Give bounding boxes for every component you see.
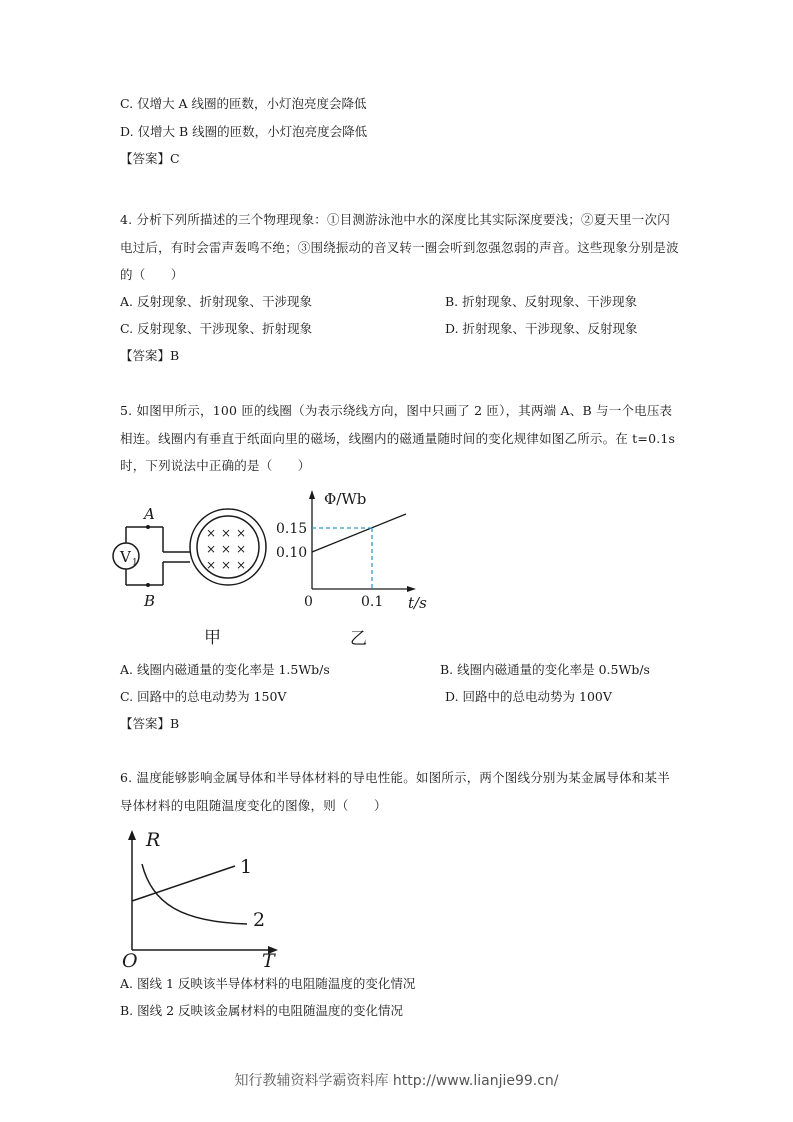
q4-answer: 【答案】B — [120, 348, 180, 363]
curve-2 — [142, 864, 247, 924]
y-tick-015: 0.15 — [276, 521, 308, 537]
q5-answer: 【答案】B — [120, 716, 180, 731]
voltmeter-subscript: 1 — [132, 558, 138, 568]
q4-stem: 4. 分析下列所描述的三个物理现象：①目测游泳池中水的深度比其实际深度要浅；②夏天里一次闪电过后，有时会雷声轰鸣不绝；③围绕振动的音叉转一圈会听到忽强忽弱的声音。这些现象分别是波的（ ） — [120, 212, 679, 282]
terminal-b-label: B — [144, 592, 156, 610]
field-mark: × — [221, 542, 232, 556]
field-mark: × — [221, 558, 232, 572]
curve-2-label: 2 — [253, 909, 266, 931]
q5-figure-b — [272, 484, 442, 654]
x-arrow-icon — [407, 586, 416, 592]
q3-answer: 【答案】C — [120, 151, 180, 166]
q5-option-b: B. 线圈内磁通量的变化率是 0.5Wb/s — [440, 662, 650, 677]
q5-option-a: A. 线圈内磁通量的变化率是 1.5Wb/s — [120, 662, 330, 677]
terminal-a-label: A — [144, 505, 155, 523]
guide-lines — [312, 528, 372, 589]
field-mark: × — [206, 526, 217, 540]
voltmeter-label: V — [120, 548, 131, 566]
figure-a-caption: 甲 — [204, 628, 221, 648]
field-mark: × — [236, 558, 247, 572]
curve-1 — [132, 866, 235, 901]
q6-stem: 6. 温度能够影响金属导体和半导体材料的导电性能。如图所示，两个图线分别为某金属导体和某半导体材料的电阻随温度变化的图像，则（ ） — [120, 770, 670, 813]
curve-1-label: 1 — [240, 856, 253, 878]
q4-option-b: B. 折射现象、反射现象、干涉现象 — [445, 294, 638, 309]
q6-option-a: A. 图线 1 反映该半导体材料的电阻随温度的变化情况 — [120, 976, 416, 991]
y-arrow-icon — [128, 830, 136, 840]
q4-option-c: C. 反射现象、干涉现象、折射现象 — [120, 321, 313, 336]
figure-b-caption: 乙 — [350, 629, 367, 649]
q5-option-c: C. 回路中的总电动势为 150V — [120, 689, 287, 704]
field-mark: × — [236, 542, 247, 556]
x-axis-label: T — [262, 950, 275, 969]
q4-option-a: A. 反射现象、折射现象、干涉现象 — [120, 294, 312, 309]
magnetic-field-marks — [206, 526, 246, 572]
q3-option-c: C. 仅增大 A 线圈的匝数，小灯泡亮度会降低 — [120, 96, 367, 111]
q5-figure-a — [110, 495, 280, 655]
y-axis-label: R — [146, 829, 161, 851]
q6-option-b: B. 图线 2 反映该金属材料的电阻随温度的变化情况 — [120, 1003, 404, 1018]
y-axis-label: Φ/Wb — [324, 490, 367, 508]
flux-line — [312, 514, 406, 552]
origin-label: O — [122, 950, 138, 969]
y-tick-010: 0.10 — [276, 545, 308, 561]
q6-figure — [112, 824, 287, 969]
field-mark: × — [221, 526, 232, 540]
origin-label: 0 — [304, 594, 313, 610]
q5-option-d: D. 回路中的总电动势为 100V — [445, 689, 612, 704]
q5-stem: 5. 如图甲所示，100 匝的线圈（为表示绕线方向，图中只画了 2 匝），其两端 A、B 与一个电压表相连。线圈内有垂直于纸面向里的磁场，线圈内的磁通量随时间的变化规律如图乙所示。在 t=0.1s 时，下列说法中正确的是（ ） — [120, 403, 676, 473]
q3-option-d: D. 仅增大 B 线圈的匝数，小灯泡亮度会降低 — [120, 124, 368, 139]
field-mark: × — [206, 558, 217, 572]
field-mark: × — [206, 542, 217, 556]
y-arrow-icon — [309, 490, 315, 499]
page-footer: 知行教辅资料学霸资料库 http://www.lianjie99.cn/ — [234, 1073, 559, 1089]
field-mark: × — [236, 526, 247, 540]
x-tick-01: 0.1 — [361, 594, 384, 610]
q4-option-d: D. 折射现象、干涉现象、反射现象 — [445, 321, 638, 336]
x-axis-label: t/s — [408, 594, 427, 612]
